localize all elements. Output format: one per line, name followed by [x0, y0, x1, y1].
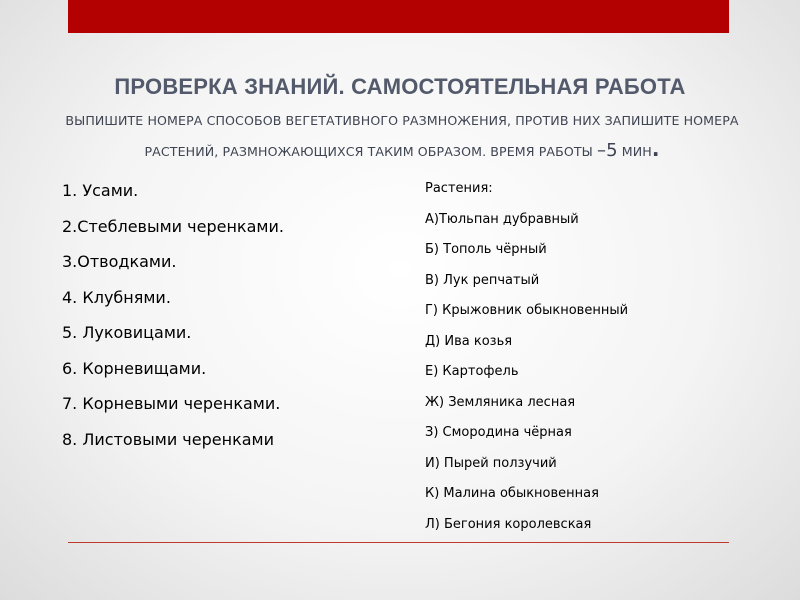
methods-list [62, 180, 284, 464]
subtitle-text: ВЫПИШИТЕ НОМЕРА СПОСОБОВ ВЕГЕТАТИВНОГО РАЗМНОЖЕНИЯ, ПРОТИВ НИХ ЗАПИШИТЕ НОМЕРА РАСТЕНИЙ, РАЗМНОЖАЮЩИХСЯ ТАКИМ ОБРАЗОМ. ВРЕМЯ РАБОТЫ [65, 113, 739, 159]
slide-title: ПРОВЕРКА ЗНАНИЙ. САМОСТОЯТЕЛЬНАЯ РАБОТА [114, 74, 686, 99]
method-item: 8. Листовыми черенками [62, 429, 274, 449]
plant-item: В) Лук репчатый [425, 272, 540, 288]
plant-item: Л) Бегония королевская [425, 516, 592, 532]
subtitle-time: –5 [596, 140, 618, 161]
plant-item: А)Тюльпан дубравный [425, 211, 579, 227]
plants-heading: Растения: [425, 181, 493, 196]
plant-item: З) Смородина чёрная [425, 425, 572, 440]
plant-item: Ж) Земляника лесная [425, 394, 576, 410]
method-item: 4. Клубнями. [62, 287, 171, 307]
method-item: 6. Корневищами. [62, 358, 207, 378]
plant-item: Г) Крыжовник обыкновенный [425, 303, 629, 318]
method-item: 7. Корневыми черенками. [62, 394, 281, 413]
slide-subtitle [38, 106, 766, 166]
plant-item: Е) Картофель [425, 364, 519, 379]
method-item: 3.Отводками. [62, 252, 177, 271]
bottom-divider [68, 542, 729, 543]
method-item: 1. Усами. [62, 181, 139, 200]
subtitle-unit: МИН [617, 144, 652, 159]
method-item: 2.Стеблевыми черенками. [62, 216, 284, 236]
plant-item: И) Пырей ползучий [425, 455, 557, 471]
method-item: 5. Луковицами. [62, 323, 192, 342]
plant-item: Б) Тополь чёрный [425, 242, 547, 257]
top-accent-bar [68, 0, 729, 33]
plant-item: К) Малина обыкновенная [425, 486, 599, 501]
subtitle-period: . [651, 137, 660, 161]
plant-item: Д) Ива козья [425, 333, 513, 349]
plants-list [425, 180, 628, 546]
